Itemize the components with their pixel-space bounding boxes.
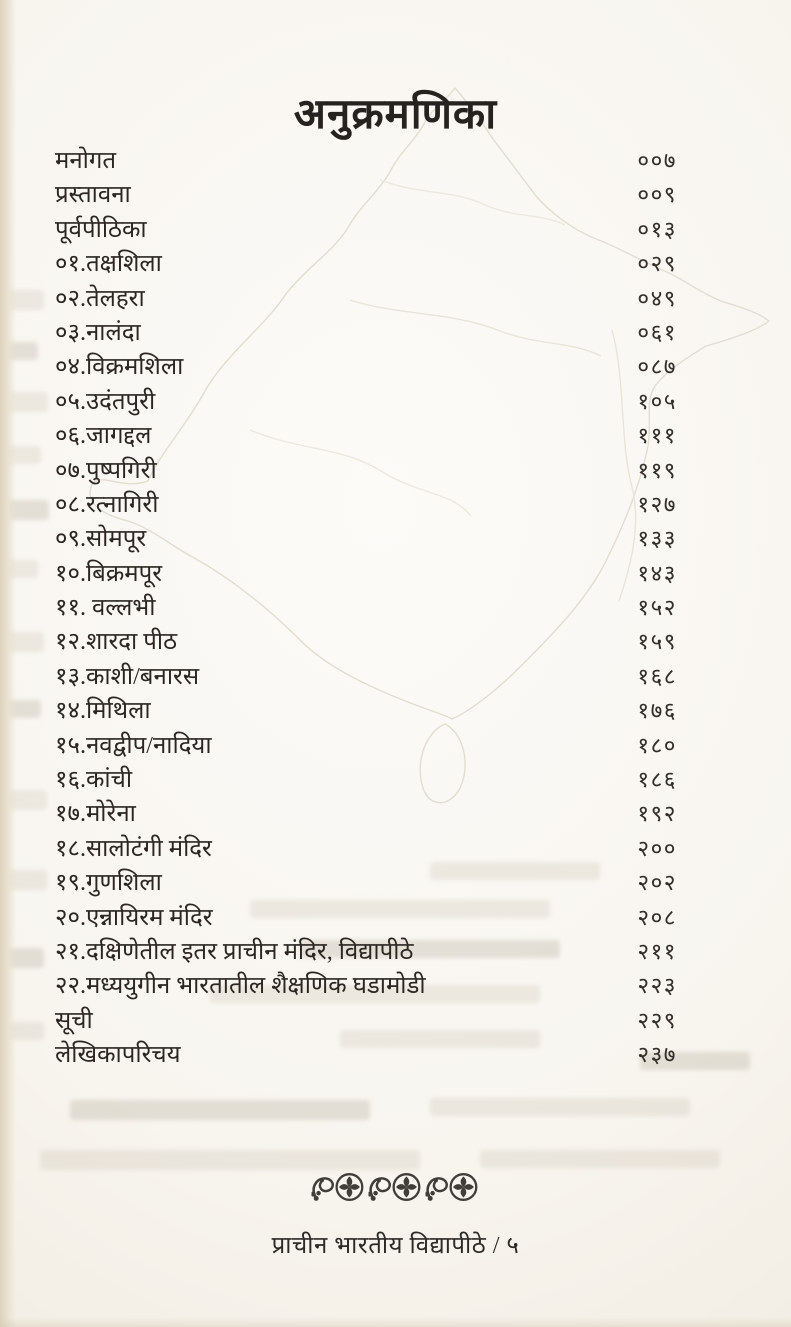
- toc-entry-page: ०८७: [637, 354, 677, 380]
- toc-row: [55, 1038, 677, 1072]
- toc-entry-page: २३७: [637, 1042, 677, 1068]
- bleed-through-smudge: [5, 870, 47, 890]
- toc-entry-label: ०१.तक्षशिला: [55, 251, 162, 278]
- toc-entry-page: १३३: [637, 526, 677, 552]
- toc-entry-page: १६८: [637, 663, 677, 689]
- toc-row: [55, 660, 677, 694]
- toc-entry-label: २२.मध्ययुगीन भारतातील शैक्षणिक घडामोडी: [55, 973, 426, 1000]
- bleed-through-smudge: [430, 1098, 690, 1116]
- toc-row: [55, 901, 677, 935]
- toc-row: [55, 625, 677, 659]
- toc-entry-label: १७.मोरेना: [55, 801, 136, 828]
- toc-entry-page: ११९: [637, 457, 677, 483]
- ornament-row: [0, 1168, 791, 1206]
- toc-entry-page: १०५: [637, 388, 677, 414]
- toc-row: [55, 832, 677, 866]
- bleed-through-smudge: [6, 948, 44, 968]
- toc-entry-label: ०९.सोमपूर: [55, 526, 147, 553]
- bleed-through-smudge: [40, 1150, 420, 1170]
- page-title: अनुक्रमणिका: [293, 92, 498, 138]
- toc-entry-page: २२९: [637, 1007, 677, 1033]
- toc-entry-label: ०४.विक्रमशिला: [55, 354, 184, 381]
- scroll-flower-ornament-icon: [425, 1168, 481, 1206]
- toc-row: [55, 282, 677, 316]
- page-footer: प्राचीन भारतीय विद्यापीठे / ५: [271, 1233, 520, 1259]
- bleed-through-smudge: [5, 700, 41, 718]
- toc-entry-label: १४.मिथिला: [55, 698, 151, 725]
- toc-entry-label: ०८.रत्नागिरी: [55, 491, 159, 518]
- toc-entry-label: १८.सालोटंगी मंदिर: [55, 835, 212, 862]
- toc-entry-page: २११: [637, 938, 677, 964]
- toc-row: [55, 1004, 677, 1038]
- toc-entry-page: २००: [637, 835, 677, 861]
- toc-entry-label: १६.कांची: [55, 767, 133, 794]
- toc-entry-label: १३.काशी/बनारस: [55, 663, 200, 690]
- scan-bottom-edge: [0, 1317, 791, 1327]
- toc-entry-page: २०२: [637, 870, 677, 896]
- toc-row: [55, 591, 677, 625]
- toc-entry-page: १११: [637, 423, 677, 449]
- bleed-through-smudge: [7, 790, 47, 810]
- toc-row: [55, 178, 677, 212]
- bleed-through-smudge: [70, 1100, 370, 1120]
- toc-row: [55, 729, 677, 763]
- toc-row: [55, 763, 677, 797]
- toc-row: [55, 557, 677, 591]
- toc-row: [55, 488, 677, 522]
- bleed-through-smudge: [8, 1022, 44, 1040]
- bleed-through-smudge: [7, 500, 49, 520]
- toc-entry-label: २१.दक्षिणेतील इतर प्राचीन मंदिर, विद्यापीठे: [55, 938, 414, 965]
- toc-entry-label: ०७.पुष्पगिरी: [55, 457, 157, 484]
- toc-entry-page: १४३: [637, 560, 677, 586]
- toc-entry-label: ११. वल्लभी: [55, 595, 156, 622]
- toc-entry-page: १५९: [637, 629, 677, 655]
- toc-row: [55, 385, 677, 419]
- toc-row: [55, 969, 677, 1003]
- toc-row: [55, 213, 677, 247]
- toc-row: [55, 350, 677, 384]
- toc-entry-page: ००९: [637, 182, 677, 208]
- toc-entry-label: लेखिकापरिचय: [55, 1042, 181, 1069]
- toc-row: [55, 935, 677, 969]
- bleed-through-smudge: [4, 560, 38, 578]
- toc-entry-page: ०४९: [637, 285, 677, 311]
- toc-entry-page: २०८: [637, 904, 677, 930]
- toc-row: [55, 144, 677, 178]
- toc-entry-label: २०.एन्नायिरम मंदिर: [55, 904, 213, 931]
- toc-row: [55, 694, 677, 728]
- toc-row: [55, 522, 677, 556]
- bleed-through-smudge: [480, 1150, 720, 1168]
- toc-entry-page: १७६: [637, 698, 677, 724]
- scroll-flower-ornament-icon: [311, 1168, 367, 1206]
- toc-entry-page: १२७: [637, 491, 677, 517]
- scroll-flower-ornament-icon: [368, 1168, 424, 1206]
- toc-entry-label: १०.बिक्रमपूर: [55, 560, 163, 587]
- toc-entry-label: प्रस्तावना: [55, 182, 131, 209]
- toc-row: [55, 316, 677, 350]
- toc-entry-label: १९.गुणशिला: [55, 870, 162, 897]
- toc-entry-page: १५२: [637, 595, 677, 621]
- toc-entry-page: १९२: [637, 801, 677, 827]
- toc-entry-page: ०१३: [637, 216, 677, 242]
- toc-row: [55, 797, 677, 831]
- scan-gutter-edge: [0, 0, 16, 1327]
- toc-entry-page: ००७: [637, 148, 677, 173]
- bleed-through-smudge: [8, 392, 48, 412]
- bleed-through-smudge: [6, 632, 44, 652]
- toc-entry-label: ०३.नालंदा: [55, 319, 141, 346]
- toc-entry-label: १५.नवद्वीप/नादिया: [55, 732, 212, 759]
- toc-entry-label: ०२.तेलहरा: [55, 285, 145, 312]
- toc-entry-label: ०६.जागद्दल: [55, 423, 152, 450]
- toc-list: [55, 144, 677, 1073]
- toc-entry-page: ०२९: [637, 251, 677, 277]
- toc-entry-page: ०६१: [637, 319, 677, 345]
- toc-entry-label: सूची: [55, 1007, 93, 1034]
- toc-entry-page: २२३: [637, 973, 677, 999]
- toc-entry-label: पूर्वपीठिका: [55, 216, 147, 243]
- bleed-through-smudge: [6, 290, 44, 310]
- bleed-through-smudge: [5, 446, 41, 464]
- toc-row: [55, 419, 677, 453]
- toc-entry-page: १८६: [637, 767, 677, 793]
- toc-entry-label: १२.शारदा पीठ: [55, 629, 178, 656]
- toc-entry-page: १८०: [637, 732, 677, 758]
- toc-entry-label: ०५.उदंतपुरी: [55, 388, 156, 415]
- toc-row: [55, 866, 677, 900]
- toc-row: [55, 247, 677, 281]
- toc-row: [55, 454, 677, 488]
- toc-entry-label: मनोगत: [55, 148, 117, 174]
- bleed-through-smudge: [4, 342, 38, 360]
